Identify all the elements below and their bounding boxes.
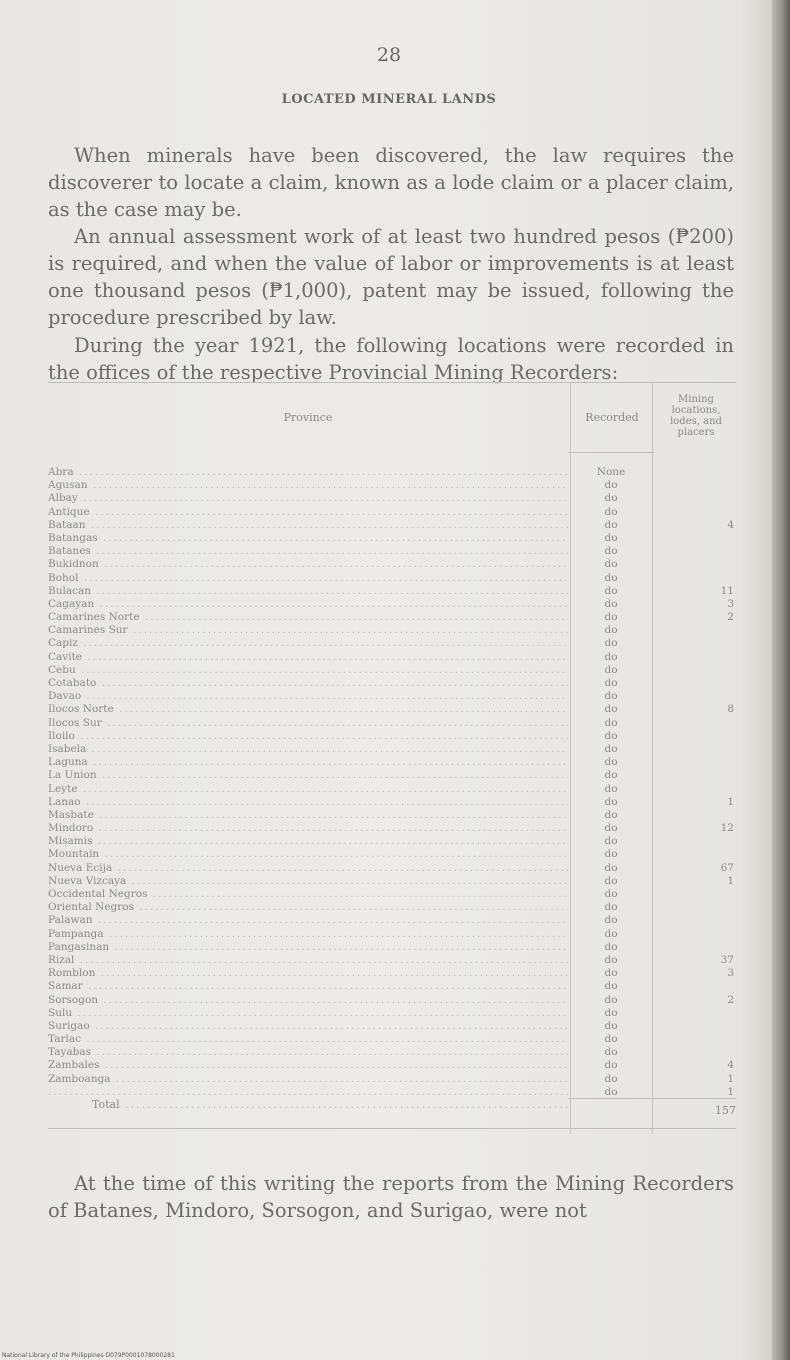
province-cell: Pampanga ..... <box>48 928 568 941</box>
count-cell: 2 <box>727 993 734 1006</box>
province-cell: Bataan ..... <box>48 519 568 532</box>
table-row <box>48 717 736 730</box>
table-row <box>48 967 736 980</box>
total-value: 157 <box>715 1104 736 1117</box>
table-row <box>48 690 736 703</box>
recorded-cell: do <box>604 479 618 492</box>
count-cell: 1 <box>727 795 734 808</box>
recorded-cell: do <box>604 492 618 505</box>
table-row <box>48 954 736 967</box>
table-row <box>48 730 736 743</box>
province-cell: Cavite ..... <box>48 651 568 664</box>
table-row <box>48 519 736 532</box>
table-row <box>48 637 736 650</box>
table-row <box>48 1007 736 1020</box>
recorded-cell: do <box>604 729 618 742</box>
province-cell: Misamis ..... <box>48 835 568 848</box>
province-cell: Tarlac ..... <box>48 1033 568 1046</box>
table-row <box>48 703 736 716</box>
province-cell: Cotabato ..... <box>48 677 568 690</box>
table-row <box>48 783 736 796</box>
province-cell: Nueva Ecija ..... <box>48 862 568 875</box>
table-body <box>48 466 736 1099</box>
province-cell: Mountain ..... <box>48 848 568 861</box>
paragraph-assessment-work: An annual assessment work of at least two hundred pesos (₱200) is required, and when the value of labor or improvements is at least one thousand pesos (₱1,000), patent may be issued, following the procedure prescribed by law. <box>48 224 734 329</box>
count-cell: 1 <box>727 874 734 887</box>
table-top-rule <box>48 382 736 383</box>
recorded-cell: do <box>604 558 618 571</box>
province-cell: Isabela ..... <box>48 743 568 756</box>
province-cell: Agusan ..... <box>48 479 568 492</box>
recorded-cell: do <box>604 545 618 558</box>
recorded-cell: do <box>604 716 618 729</box>
province-cell: Lanao ..... <box>48 796 568 809</box>
province-cell <box>48 1086 568 1099</box>
table-row <box>48 796 736 809</box>
count-cell: 11 <box>720 584 734 597</box>
province-cell: Tayabas ..... <box>48 1046 568 1059</box>
table-row <box>48 545 736 558</box>
section-title: LOCATED MINERAL LANDS <box>281 92 497 107</box>
recorded-cell: do <box>604 901 618 914</box>
province-cell: Davao ..... <box>48 690 568 703</box>
recorded-cell: do <box>604 663 618 676</box>
recorded-cell: do <box>604 927 618 940</box>
recorded-cell: do <box>604 703 618 716</box>
recorded-cell: do <box>604 756 618 769</box>
province-cell: Camarines Sur ..... <box>48 624 568 637</box>
province-cell: Surigao ..... <box>48 1020 568 1033</box>
recorded-cell: do <box>604 690 618 703</box>
recorded-cell: None <box>596 466 626 478</box>
province-cell: Zamboanga ..... <box>48 1073 568 1086</box>
province-cell: Camarines Norte ..... <box>48 611 568 624</box>
province-cell: Bohol ..... <box>48 572 568 585</box>
recorded-cell: do <box>604 571 618 584</box>
table-row <box>48 1046 736 1059</box>
count-cell: 2 <box>727 611 734 624</box>
province-cell: Ilocos Sur ..... <box>48 717 568 730</box>
recorded-cell: do <box>604 597 618 610</box>
table-row <box>48 862 736 875</box>
table-row <box>48 901 736 914</box>
province-cell: Oriental Negros ..... <box>48 901 568 914</box>
recorded-cell: do <box>604 677 618 689</box>
province-cell: Abra ..... <box>48 466 568 479</box>
table-row <box>48 1033 736 1046</box>
table-row <box>48 506 736 519</box>
province-cell: Albay ..... <box>48 492 568 505</box>
count-cell: 1 <box>727 1072 734 1085</box>
province-cell: Iloilo ..... <box>48 730 568 743</box>
table-row <box>48 875 736 888</box>
table-row <box>48 769 736 782</box>
table-row <box>48 677 736 690</box>
province-cell: Batanes ..... <box>48 545 568 558</box>
table-row <box>48 492 736 505</box>
book-spine-shadow <box>772 0 790 1360</box>
count-cell: 1 <box>727 1085 734 1098</box>
table-row <box>48 1073 736 1086</box>
table-row <box>48 743 736 756</box>
table-row <box>48 809 736 822</box>
province-cell: Samar ..... <box>48 980 568 993</box>
province-cell: Laguna ..... <box>48 756 568 769</box>
recorded-cell: do <box>604 518 618 531</box>
mining-locations-table <box>48 382 736 1134</box>
table-row <box>48 994 736 1007</box>
recorded-cell: do <box>604 742 618 755</box>
table-row <box>48 914 736 927</box>
recorded-cell: do <box>604 1072 618 1085</box>
table-row <box>48 585 736 598</box>
recorded-cell: do <box>604 835 618 848</box>
recorded-cell: do <box>604 624 618 637</box>
recorded-cell: do <box>604 782 618 795</box>
table-bottom-rule <box>48 1128 736 1129</box>
province-cell: Pangasinan ..... <box>48 941 568 954</box>
recorded-cell: do <box>604 980 618 993</box>
province-cell: Ilocos Norte ..... <box>48 703 568 716</box>
total-label: Total ..... <box>92 1098 568 1111</box>
province-cell: Bukidnon ..... <box>48 558 568 571</box>
province-cell: Zambales ..... <box>48 1059 568 1072</box>
header-mining-locations: Mining locations, lodes, and placers <box>670 394 722 438</box>
table-row <box>48 941 736 954</box>
recorded-cell: do <box>604 1033 618 1046</box>
total-row <box>48 1098 736 1116</box>
province-cell: Romblon ..... <box>48 967 568 980</box>
province-cell: Cagayan ..... <box>48 598 568 611</box>
recorded-header-rule <box>568 452 654 453</box>
recorded-cell: do <box>604 848 618 861</box>
scan-footer: National Library of the Philippines D079P0001078000281 <box>2 1352 175 1359</box>
recorded-cell: do <box>604 874 618 887</box>
table-row <box>48 624 736 637</box>
province-cell: La Union ..... <box>48 769 568 782</box>
recorded-cell: do <box>604 769 618 782</box>
recorded-cell: do <box>604 650 618 663</box>
province-cell: Leyte ..... <box>48 783 568 796</box>
paragraph-lode-claim: When minerals have been discovered, the law requires the discoverer to locate a claim, known as a lode claim or a placer claim, as the case may be. <box>48 143 734 221</box>
table-row <box>48 888 736 901</box>
page-number: 28 <box>376 44 402 66</box>
table-row <box>48 532 736 545</box>
province-cell: Nueva Vizcaya ..... <box>48 875 568 888</box>
province-cell: Sulu ..... <box>48 1007 568 1020</box>
count-cell: 67 <box>720 861 734 874</box>
province-cell: Cebu ..... <box>48 664 568 677</box>
recorded-cell: do <box>604 808 618 821</box>
table-row <box>48 822 736 835</box>
recorded-cell: do <box>604 637 618 650</box>
province-cell: Sorsogon ..... <box>48 994 568 1007</box>
recorded-cell: do <box>604 914 618 927</box>
province-cell: Occidental Negros ..... <box>48 888 568 901</box>
count-cell: 37 <box>720 953 734 966</box>
province-cell: Capiz ..... <box>48 637 568 650</box>
table-row <box>48 1059 736 1072</box>
province-cell: Palawan ..... <box>48 914 568 927</box>
table-row <box>48 980 736 993</box>
table-row <box>48 572 736 585</box>
recorded-cell: do <box>604 1059 618 1072</box>
table-row <box>48 558 736 571</box>
table-row <box>48 848 736 861</box>
province-cell: Masbate ..... <box>48 809 568 822</box>
header-recorded: Recorded <box>585 411 639 424</box>
province-cell: Mindoro ..... <box>48 822 568 835</box>
province-cell: Rizal ..... <box>48 954 568 967</box>
count-cell: 4 <box>727 518 734 531</box>
table-row <box>48 598 736 611</box>
header-province: Province <box>283 411 333 424</box>
count-cell: 4 <box>727 1059 734 1072</box>
recorded-cell: do <box>604 1019 618 1032</box>
recorded-cell: do <box>604 611 618 624</box>
recorded-cell: do <box>604 967 618 980</box>
province-cell: Bulacan ..... <box>48 585 568 598</box>
table-row <box>48 756 736 769</box>
recorded-cell: do <box>604 822 618 835</box>
recorded-cell: do <box>604 1006 618 1019</box>
recorded-cell: do <box>604 795 618 808</box>
recorded-cell: do <box>604 1046 618 1059</box>
recorded-cell: do <box>604 993 618 1006</box>
table-row <box>48 1020 736 1033</box>
table-row <box>48 664 736 677</box>
recorded-cell: do <box>604 940 618 953</box>
province-cell: Antique ..... <box>48 506 568 519</box>
table-row <box>48 928 736 941</box>
recorded-cell: do <box>604 584 618 597</box>
recorded-cell: do <box>604 953 618 966</box>
paragraph-1921-locations: During the year 1921, the following locations were recorded in the offices of the respective Provincial Mining Recorders: <box>48 333 734 384</box>
table-row <box>48 611 736 624</box>
recorded-cell: do <box>604 888 618 900</box>
recorded-cell: do <box>604 861 618 874</box>
table-row <box>48 835 736 848</box>
province-cell: Batangas ..... <box>48 532 568 545</box>
count-cell: 3 <box>727 597 734 610</box>
recorded-cell: do <box>604 505 618 518</box>
count-cell: 8 <box>727 703 734 716</box>
table-row <box>48 479 736 492</box>
count-cell: 12 <box>720 822 734 835</box>
recorded-cell: do <box>604 1085 618 1098</box>
paragraph-reports-pending: At the time of this writing the reports from the Mining Recorders of Batanes, Mindoro, Sorsogon, and Surigao, were not <box>48 1171 734 1222</box>
table-row <box>48 466 736 479</box>
table-row <box>48 651 736 664</box>
count-cell: 3 <box>727 967 734 980</box>
recorded-cell: do <box>604 531 618 544</box>
